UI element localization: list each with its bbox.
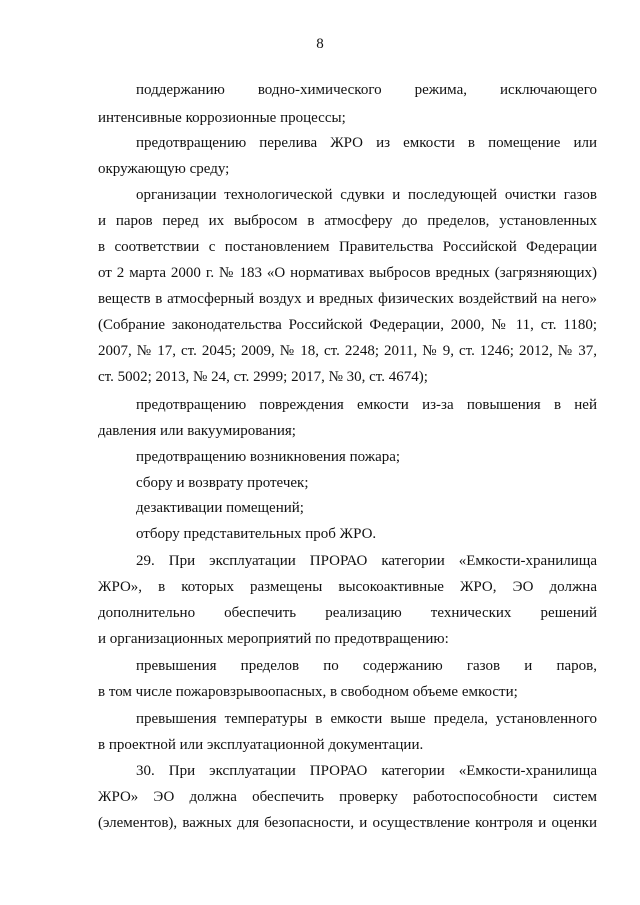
text-line: в том числе пожаровзрывоопасных, в свободном объеме емкости; [98,684,518,700]
text-line: в соответствии с постановлением Правительства Российской Федерации [98,239,597,255]
text-line: предотвращению повреждения емкости из-за повышения в ней [136,397,597,413]
text-line: ЖРО», в которых размещены высокоактивные ЖРО, ЭО должна [98,579,597,595]
text-line: от 2 марта 2000 г. № 183 «О нормативах выбросов вредных (загрязняющих) [98,265,597,281]
text-line: ЖРО» ЭО должна обеспечить проверку работоспособности систем [98,789,597,805]
text-line: веществ в атмосферный воздух и вредных физических воздействий на него» [98,291,597,307]
text-line: ст. 5002; 2013, № 24, ст. 2999; 2017, № 30, ст. 4674); [98,369,428,385]
text-line: и организационных мероприятий по предотвращению: [98,631,449,647]
text-line: дополнительно обеспечить реализацию технических решений [98,605,597,621]
text-line: 30. При эксплуатации ПРОРАО категории «Емкости-хранилища [136,763,597,779]
text-line: (элементов), важных для безопасности, и осуществление контроля и оценки [98,815,597,831]
text-line: в проектной или эксплуатационной документации. [98,737,424,753]
text-line: дезактивации помещений; [136,500,304,516]
text-line: поддержанию водно-химического режима, исключающего [136,82,597,98]
text-line: организации технологической сдувки и последующей очистки газов [136,187,597,203]
text-line: 29. При эксплуатации ПРОРАО категории «Емкости-хранилища [136,553,597,569]
text-line: и паров перед их выбросом в атмосферу до пределов, установленных [98,213,597,229]
text-line: сбору и возврату протечек; [136,475,309,491]
text-line: превышения температуры в емкости выше предела, установленного [136,711,597,727]
page-number: 8 [316,36,324,52]
text-line: отбору представительных проб ЖРО. [136,526,377,542]
text-line: предотвращению возникновения пожара; [136,449,401,465]
text-line: предотвращению перелива ЖРО из емкости в помещение или [136,135,597,151]
text-line: (Собрание законодательства Российской Федерации, 2000, № 11, ст. 1180; [98,317,597,333]
text-line: давления или вакуумирования; [98,423,296,439]
text-line: превышения пределов по содержанию газов и паров, [136,658,597,674]
text-line: окружающую среду; [98,161,230,177]
text-line: интенсивные коррозионные процессы; [98,110,346,126]
text-line: 2007, № 17, ст. 2045; 2009, № 18, ст. 2248; 2011, № 9, ст. 1246; 2012, № 37, [98,343,597,359]
